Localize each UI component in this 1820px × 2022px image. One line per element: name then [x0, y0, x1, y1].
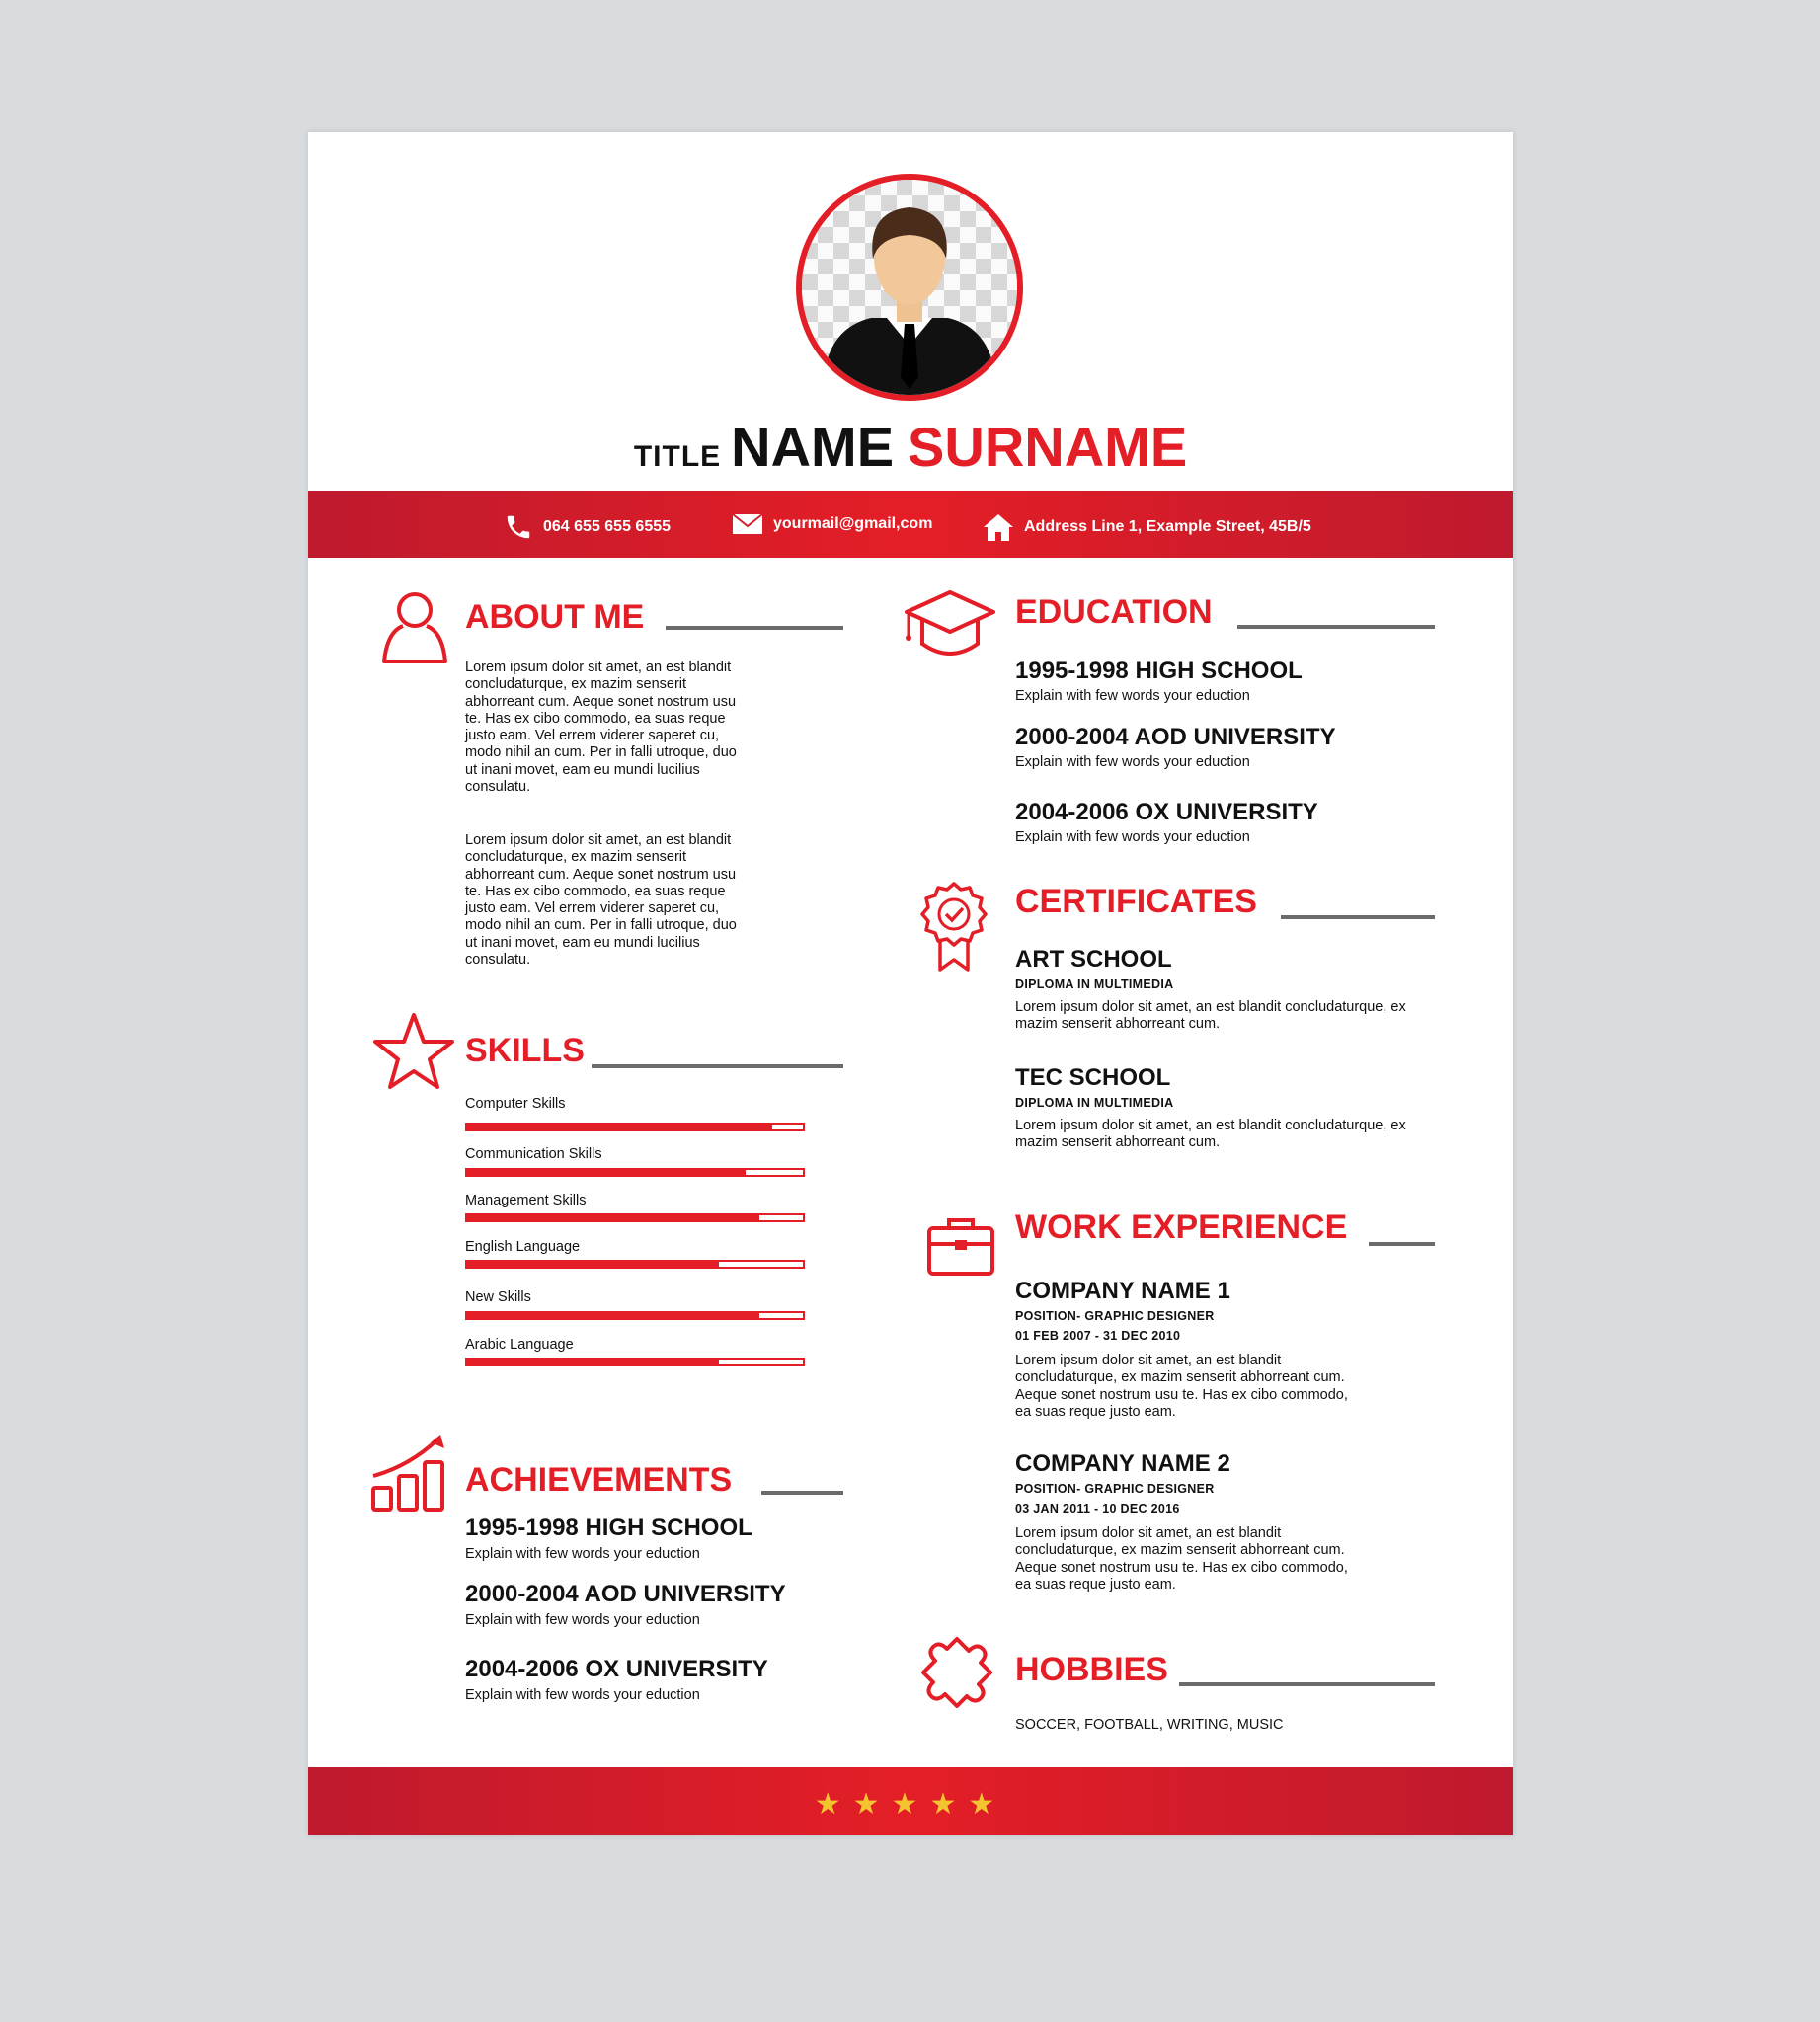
skill-bar — [465, 1123, 805, 1131]
certificate-sub: DIPLOMA IN MULTIMEDIA — [1015, 977, 1174, 991]
achievements-title: ACHIEVEMENTS — [465, 1461, 733, 1499]
graduation-cap-icon — [901, 588, 999, 665]
avatar-icon — [802, 180, 1017, 395]
contact-phone[interactable] — [504, 512, 671, 542]
certificate-desc: Lorem ipsum dolor sit amet, an est blandit concludaturque, ex mazim senserit abhorreant cum. — [1015, 1118, 1406, 1151]
contact-email[interactable] — [732, 512, 932, 536]
company-name: COMPANY NAME 1 — [1015, 1278, 1230, 1304]
skill-label: New Skills — [465, 1289, 531, 1305]
job-desc: Lorem ipsum dolor sit amet, an est blandit concludaturque, ex mazim senserit abhorreant cum. Aeque sonet nostrum usu te. Has ex cibo commodo, ea suas reque justo eam. — [1015, 1525, 1348, 1593]
skill-bar-fill — [467, 1360, 719, 1364]
education-desc: Explain with few words your eduction — [1015, 829, 1250, 845]
skill-bar — [465, 1311, 805, 1320]
star-icon — [371, 1011, 456, 1092]
skill-label: Computer Skills — [465, 1096, 566, 1112]
job-position: POSITION- GRAPHIC DESIGNER — [1015, 1482, 1215, 1496]
growth-chart-icon — [369, 1433, 456, 1514]
skill-label: Communication Skills — [465, 1146, 602, 1162]
about-paragraph-2: Lorem ipsum dolor sit amet, an est blandit concludaturque, ex mazim senserit abhorreant cum. Aeque sonet nostrum usu te. Has ex cibo commodo, ea suas reque justo eam. Vel errem viderer saperet cu, modo nihil an cum. Per in falli utroque, duo ut inani movet, eam eu mundi lucilius consulatu. — [465, 832, 737, 969]
mail-icon — [732, 512, 763, 536]
education-desc: Explain with few words your eduction — [1015, 688, 1250, 704]
about-rule — [666, 626, 843, 630]
hobbies-text: SOCCER, FOOTBALL, WRITING, MUSIC — [1015, 1717, 1284, 1733]
skill-bar-fill — [467, 1313, 759, 1318]
skill-bar — [465, 1213, 805, 1222]
puzzle-icon — [917, 1633, 996, 1712]
job-dates: 01 FEB 2007 - 31 DEC 2010 — [1015, 1329, 1181, 1343]
achievement-desc: Explain with few words your eduction — [465, 1687, 700, 1703]
full-name — [308, 415, 1513, 479]
hobbies-rule — [1179, 1682, 1435, 1686]
skill-label: Arabic Language — [465, 1337, 574, 1353]
skill-bar-fill — [467, 1125, 772, 1129]
certificates-rule — [1281, 915, 1435, 919]
name-title: TITLE — [633, 440, 722, 473]
rating-star-icon: ★ — [929, 1788, 969, 1821]
achievement-desc: Explain with few words your eduction — [465, 1612, 700, 1628]
skills-rule — [592, 1064, 843, 1068]
skill-bar — [465, 1358, 805, 1366]
hobbies-title: HOBBIES — [1015, 1651, 1168, 1688]
education-rule — [1237, 625, 1435, 629]
phone-icon — [504, 512, 533, 542]
about-paragraph-1: Lorem ipsum dolor sit amet, an est blandit concludaturque, ex mazim senserit abhorreant cum. Aeque sonet nostrum usu te. Has ex cibo commodo, ea suas reque justo eam. Vel errem viderer saperet cu, modo nihil an cum. Per in falli utroque, duo ut inani movet, eam eu mundi lucilius consulatu. — [465, 660, 737, 796]
work-title: WORK EXPERIENCE — [1015, 1208, 1348, 1246]
certificate-heading: TEC SCHOOL — [1015, 1064, 1171, 1091]
user-icon — [379, 588, 450, 667]
address-text: Address Line 1, Example Street, 45B/5 — [1024, 518, 1311, 535]
certificate-sub: DIPLOMA IN MULTIMEDIA — [1015, 1096, 1174, 1110]
contact-address[interactable] — [983, 512, 1311, 542]
education-heading: 2000-2004 AOD UNIVERSITY — [1015, 724, 1336, 750]
job-desc: Lorem ipsum dolor sit amet, an est blandit concludaturque, ex mazim senserit abhorreant cum. Aeque sonet nostrum usu te. Has ex cibo commodo, ea suas reque justo eam. — [1015, 1353, 1348, 1420]
rating-star-icon: ★ — [814, 1788, 853, 1821]
education-heading: 2004-2006 OX UNIVERSITY — [1015, 799, 1318, 825]
contact-band — [308, 491, 1513, 558]
achievement-heading: 1995-1998 HIGH SCHOOL — [465, 1515, 752, 1541]
certificate-desc: Lorem ipsum dolor sit amet, an est blandit concludaturque, ex mazim senserit abhorreant cum. — [1015, 999, 1406, 1033]
home-icon — [983, 512, 1014, 542]
rating-stars — [308, 1787, 1513, 1822]
skill-bar-fill — [467, 1170, 746, 1175]
briefcase-icon — [925, 1214, 996, 1278]
about-title: ABOUT ME — [465, 598, 645, 636]
achievement-heading: 2004-2006 OX UNIVERSITY — [465, 1656, 768, 1682]
achievement-desc: Explain with few words your eduction — [465, 1546, 700, 1562]
skill-label: English Language — [465, 1239, 581, 1255]
email-text: yourmail@gmail,com — [773, 515, 933, 532]
job-position: POSITION- GRAPHIC DESIGNER — [1015, 1309, 1215, 1323]
skill-bar-fill — [467, 1262, 719, 1267]
surname: SURNAME — [908, 416, 1188, 478]
resume-page — [308, 132, 1513, 1835]
skill-bar — [465, 1260, 805, 1269]
first-name: NAME — [731, 416, 895, 478]
job-dates: 03 JAN 2011 - 10 DEC 2016 — [1015, 1502, 1180, 1516]
rating-star-icon: ★ — [968, 1788, 1007, 1821]
skill-label: Management Skills — [465, 1193, 587, 1208]
skill-bar — [465, 1168, 805, 1177]
profile-photo — [796, 174, 1023, 401]
rating-star-icon: ★ — [852, 1788, 892, 1821]
skill-bar-fill — [467, 1215, 759, 1220]
work-rule — [1369, 1242, 1435, 1246]
skills-title: SKILLS — [465, 1032, 585, 1069]
certificate-heading: ART SCHOOL — [1015, 946, 1172, 972]
rating-star-icon: ★ — [891, 1788, 930, 1821]
achievements-rule — [761, 1491, 843, 1495]
company-name: COMPANY NAME 2 — [1015, 1450, 1230, 1477]
education-desc: Explain with few words your eduction — [1015, 754, 1250, 770]
education-title: EDUCATION — [1015, 593, 1213, 631]
footer-band — [308, 1767, 1513, 1835]
achievement-heading: 2000-2004 AOD UNIVERSITY — [465, 1581, 786, 1607]
certificates-title: CERTIFICATES — [1015, 883, 1257, 920]
education-heading: 1995-1998 HIGH SCHOOL — [1015, 658, 1303, 684]
phone-text: 064 655 655 6555 — [543, 518, 672, 535]
award-badge-icon — [916, 881, 991, 973]
